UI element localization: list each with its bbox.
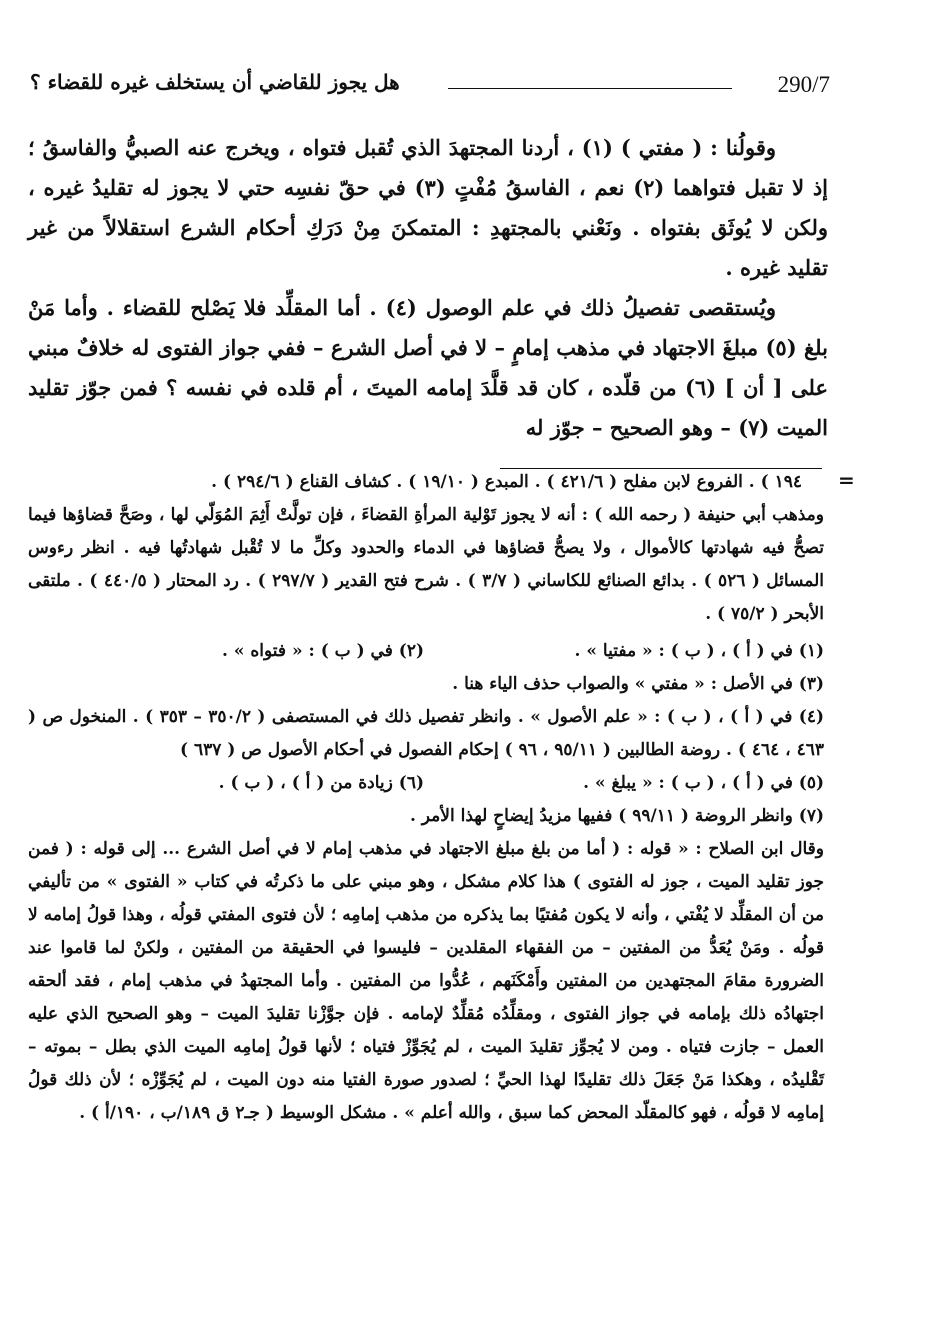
footnote-row-1-2 xyxy=(28,635,824,668)
footnote-2: (٢) في ( ب ) : « فتواه » . xyxy=(222,641,424,661)
page-number: 290/7 xyxy=(777,72,830,97)
main-text xyxy=(28,128,828,448)
main-paragraph-2: ويُستقصى تفصيلُ ذلك في علم الوصول (٤) . أما المقلِّد فلا يَصْلح للقضاء . وأما مَنْ بلغ (٥) مبلغَ الاجتهاد في مذهب إمامٍ – لا في أصل الشرع – ففي جواز الفتوى له خلافٌ مبني على [ أن ] (٦) من قلّده ، كان قد قلَّدَ إمامه الميتَ ، أم قلده في نفسه ؟ فمن جوّز تقليد الميت (٧) – وهو الصحيح – جوّز له xyxy=(28,295,828,440)
running-title: هل يجوز للقاضي أن يستخلف غيره للقضاء ؟ xyxy=(30,70,400,94)
footnote-5: (٥) في ( أ ) ، ( ب ) : « يبلغ » . xyxy=(583,773,824,793)
footnote-6: (٦) زيادة من ( أ ) ، ( ب ) . xyxy=(218,773,424,793)
main-paragraph-1: وقولُنا : ( مفتي ) (١) ، أردنا المجتهدَ الذي تُقبل فتواه ، ويخرج عنه الصبيُّ والفاسقُ ؛ إذ لا تقبل فتواهما (٢) نعم ، الفاسقُ مُفْتٍ (٣) في حقّ نفسِه حتي لا يجوز له تقليدُ غيره ، ولكن لا يُوثَق بفتواه . ونَعْني بالمجتهدِ : المتمكنَ مِنْ دَرَكِ أحكام الشرع استقلالاً من غير تقليد غيره . xyxy=(28,135,829,280)
footnote-continuation-abu-hanifa: ومذهب أبي حنيفة ( رحمه الله ) : أنه لا يجوز تَوْلية المرأةِ القضاءَ ، فإن تولَّتْ أَثِمَ المُوَلّي لها ، وصَحَّ قضاؤها فيما تصحُّ فيه شهادتها كالأموال ، ولا يصحُّ قضاؤها في الدماء والحدود وكلِّ ما لا تُقْبل شهادتُها فيه . انظر رءوس المسائل ( ٥٢٦ ) . بدائع الصنائع للكاساني ( ٣/٧ ) . شرح فتح القدير ( ٢٩٧/٧ ) . رد المحتار ( ٤٤٠/٥ ) . ملتقى الأبحر ( ٧٥/٢ ) . xyxy=(28,505,824,624)
footnote-7-quote: وقال ابن الصلاح : « قوله : ( أما من بلغ مبلغ الاجتهاد في مذهب إمام لا في أصل الشرع ... إلى قوله : ( فمن جوز تقليد الميت ، جوز له الفتوى ) هذا كلام مشكل ، وهو مبني على ما ذكرتُه في كتاب « الفتوى » من تأليفي من أن المقلِّد لا يُفْتي ، وأنه لا يكون مُفتيًا بما يذكره من مذهب إمامِه ؛ لأن فتوى المفتي قولُه ، وهذا قولُ إمامه لا قولُه . ومَنْ يُعَدُّ من المفتين – من الفقهاء المقلدين – فليسوا في الحقيقة من المفتين ، ولكنْ لما قاموا عند الضرورة مقامَ المجتهدين من المفتين وأَمْكَنَهم ، عُدُّوا من المفتين . وأما المجتهدُ في مذهب إمام ، فقد ألحقه اجتهادُه ذلك بإمامه في جواز الفتوى ، ومقلِّدُه مُقلِّدٌ لإمامه . فإن جوَّزْنا تقليدَ الميت – وهو الصحيح الذي عليه العمل – جازت فتياه . ومن لا يُجوِّز تقليدَ الميت ، لم يُجَوِّزْ فتياه ؛ لأنها قولُ إمامِه الميت الذي بطل – بموته – تَقْليدُه ، وهكذا مَنْ جَعَلَ ذلك تقليدًا لهذا الحيِّ ؛ لصدور صورة الفتيا منه دون الميت ، لم يُجَوِّزْه ؛ لأن ذلك قولُ إمامِه لا قولُه ، فهو كالمقلّد المحض كما سبق ، والله أعلم » . مشكل الوسيط ( جـ٢ ق ١٨٩/ب ، ١٩٠/أ ) . xyxy=(28,839,824,1123)
footnote-4: (٤) في ( أ ) ، ( ب ) : « علم الأصول » . وانظر تفصيل ذلك في المستصفى ( ٣٥٠/٢ – ٣٥٣ ) . المنخول ص ( ٤٦٣ ، ٤٦٤ ) . روضة الطالبين ( ٩٥/١١ ، ٩٦ ) إحكام الفصول في أحكام الأصول ص ( ٦٣٧ ) xyxy=(28,707,824,760)
page-header xyxy=(30,70,830,104)
footnote-1: (١) في ( أ ) ، ( ب ) : « مفتيا » . xyxy=(574,641,824,661)
footnote-7: (٧) وانظر الروضة ( ٩٩/١١ ) ففيها مزيدُ إيضاحٍ لهذا الأمر . xyxy=(409,806,824,826)
footnote-continuation: ١٩٤ ) . الفروع لابن مفلح ( ٤٢١/٦ ) . المبدع ( ١٩/١٠ ) . كشاف القناع ( ٢٩٤/٦ ) . xyxy=(211,472,802,492)
header-rule xyxy=(448,88,732,89)
footnote-row-5-6 xyxy=(28,767,824,800)
continuation-mark: = xyxy=(838,468,855,492)
footnotes xyxy=(28,466,824,1130)
footnote-3: (٣) في الأصل : « مفتي » والصواب حذف الياء هنا . xyxy=(452,674,824,694)
